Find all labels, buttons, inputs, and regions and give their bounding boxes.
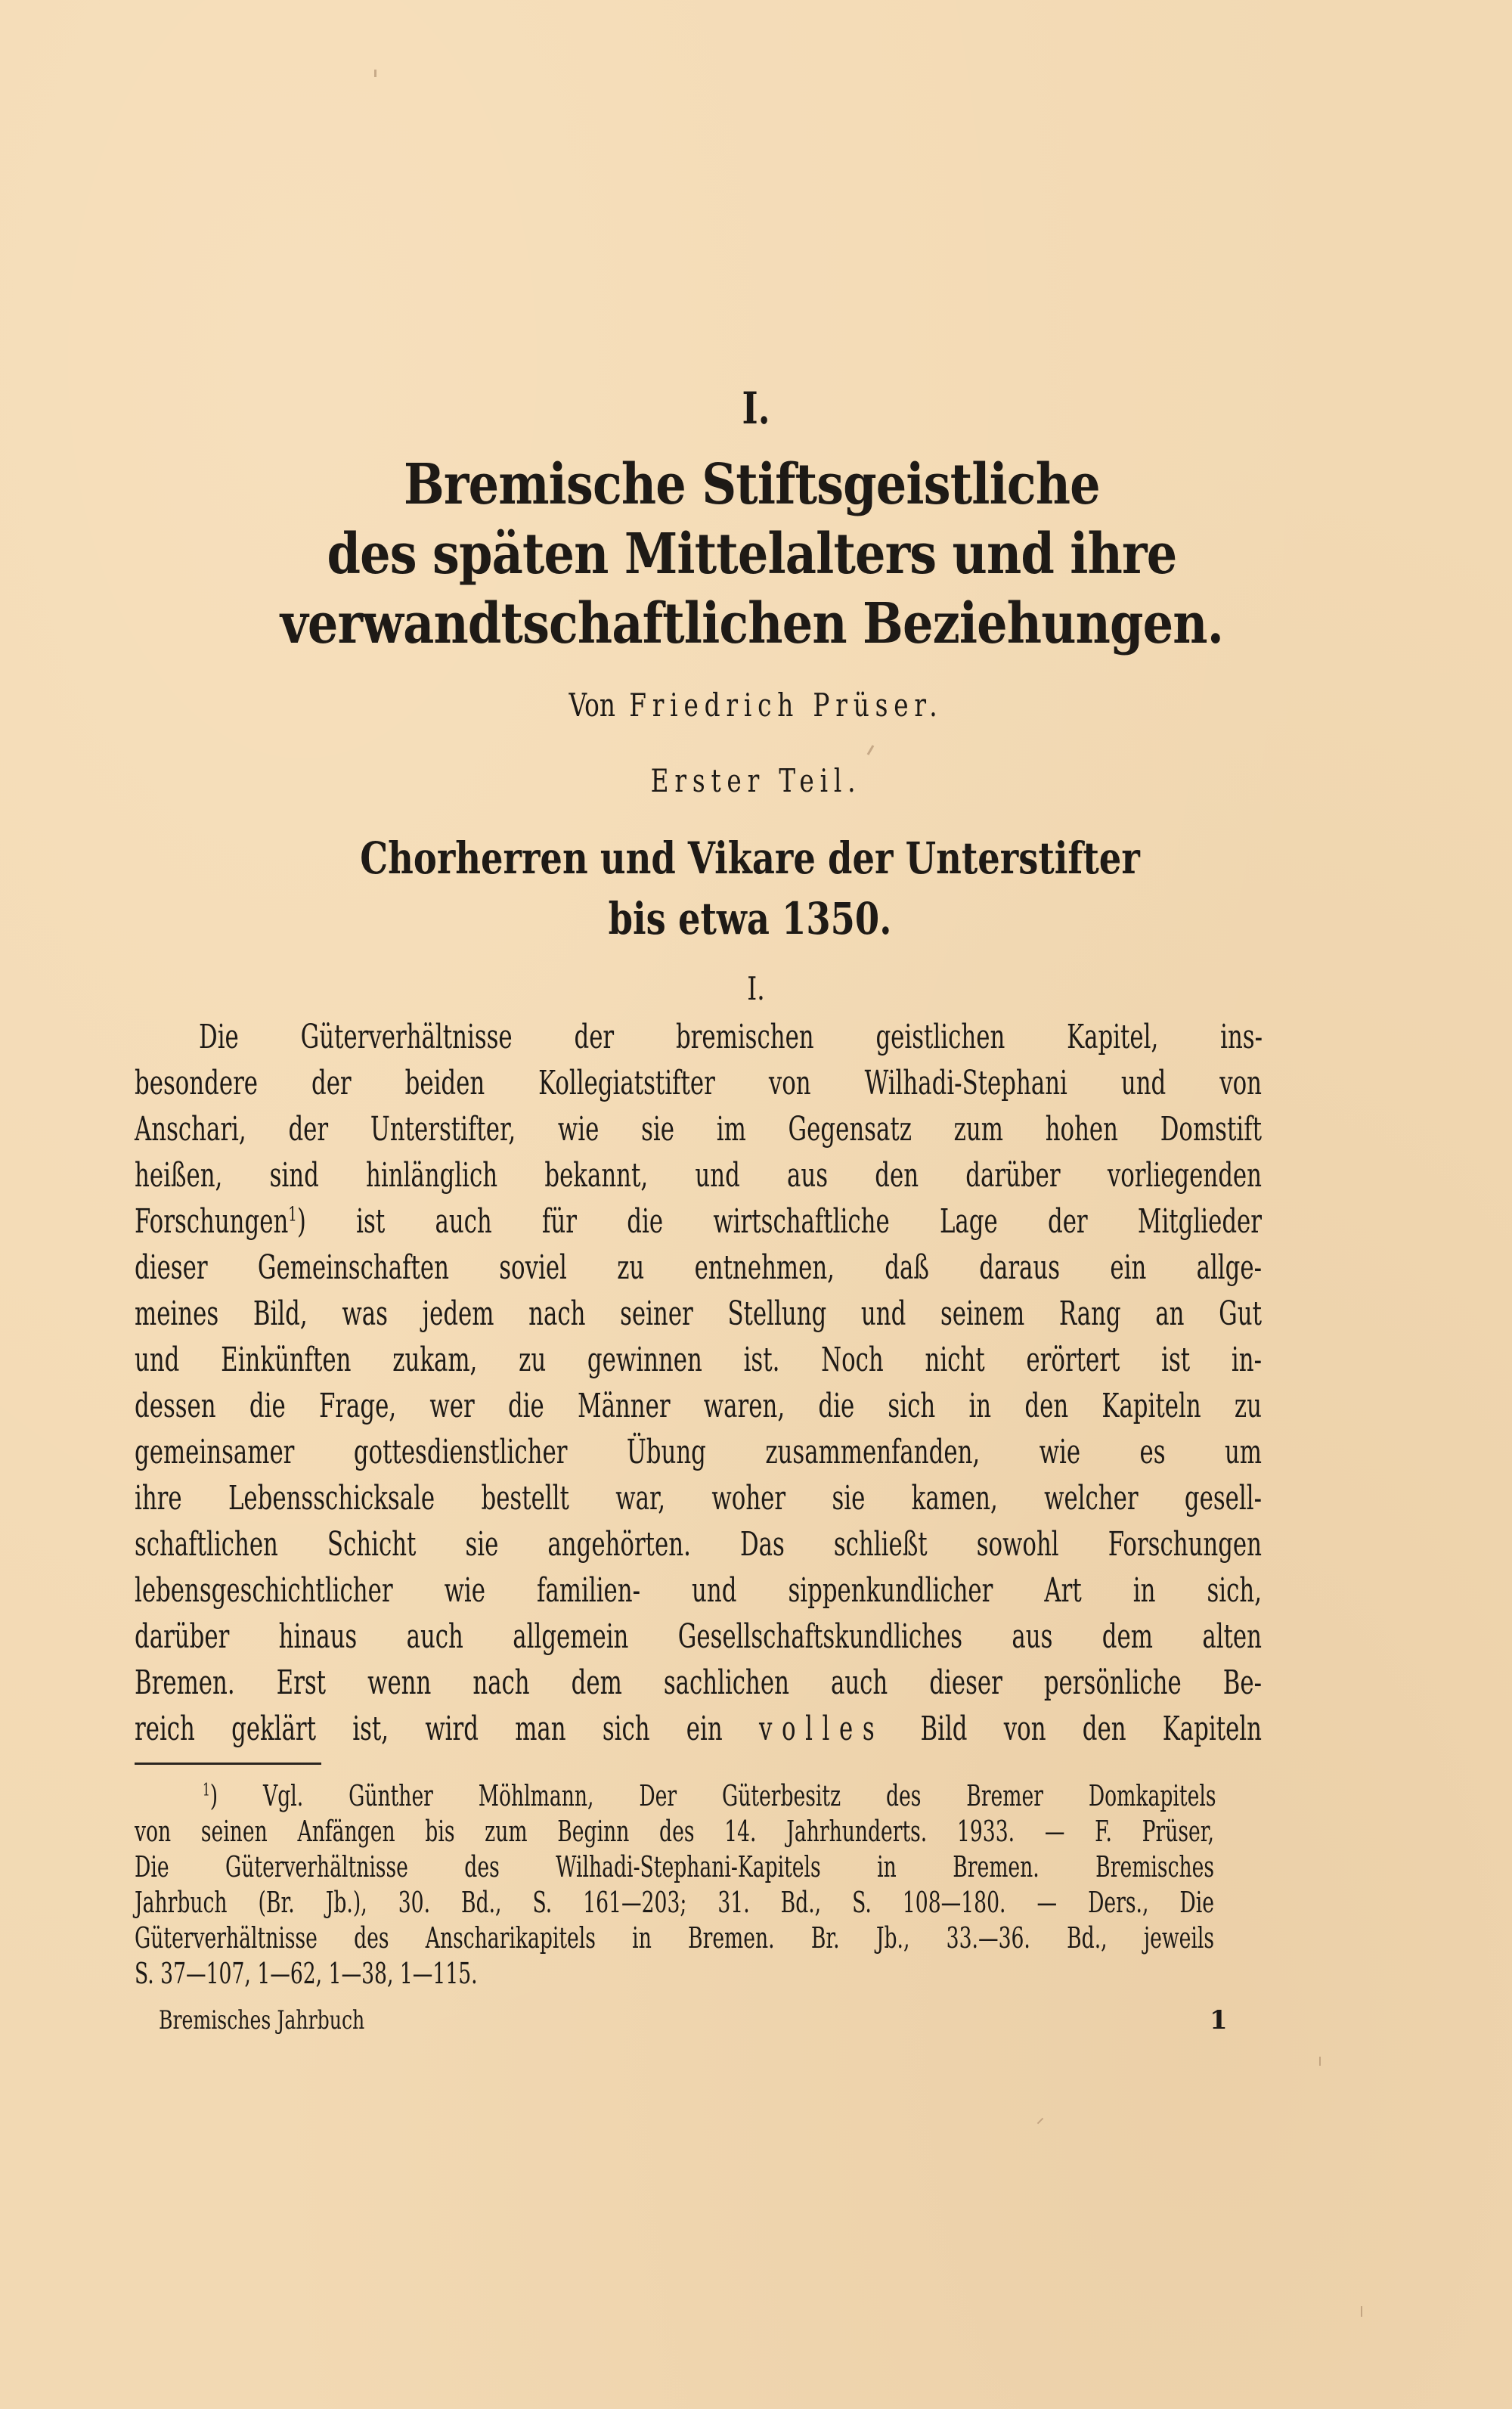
footnote-ref[interactable]: 1 — [288, 1203, 297, 1226]
body-line: heißen, sind hinlänglich bekannt, und aus den darüber vorliegenden — [135, 1156, 1262, 1195]
author-name: Friedrich Prüser. — [629, 687, 943, 724]
title-line: Bremische Stiftsgeistliche — [403, 452, 1100, 517]
paper-speck — [1361, 2306, 1362, 2317]
body-line: gemeinsamer gottesdienstlicher Übung zusammenfanden, wie es um — [135, 1433, 1262, 1471]
body-line: meines Bild, was jedem nach seiner Stellung und seinem Rang an Gut — [135, 1294, 1262, 1333]
subtitle-line: bis etwa 1350. — [608, 893, 892, 944]
section-number: I. — [747, 970, 765, 1007]
body-word: Bild von den Kapiteln — [920, 1710, 1262, 1748]
body-line — [135, 1707, 1262, 1752]
article-title — [101, 450, 1402, 659]
footnote-text: ) Vgl. Günther Möhlmann, Der Güterbesitz des Bremer Domkapitels — [209, 1779, 1216, 1812]
body-line — [135, 1199, 1262, 1245]
paper-speck — [867, 745, 875, 755]
footnote-line: von seinen Anfängen bis zum Beginn des 14. Jahrhunderts. 1933. — F. Prüser, — [135, 1815, 1214, 1848]
title-line: des späten Mittelalters und ihre — [327, 522, 1177, 587]
footnote-line — [203, 1778, 1216, 1813]
body-line: Bremen. Erst wenn nach dem sachlichen auch dieser persönliche Be- — [135, 1663, 1262, 1702]
page-number: 1 — [1210, 2005, 1228, 2035]
body-word: ) ist auch für die wirtschaftliche Lage der Mitglieder — [296, 1202, 1262, 1241]
section-subtitle — [145, 828, 1355, 949]
body-line: dessen die Frage, wer die Männer waren, die sich in den Kapiteln zu — [135, 1387, 1262, 1425]
body-line: und Einkünften zukam, zu gewinnen ist. Noch nicht erörtert ist in- — [135, 1341, 1262, 1379]
subtitle-line: Chorherren und Vikare der Unterstifter — [360, 832, 1140, 884]
footnote-line: Güterverhältnisse des Anscharikapitels in Bremen. Br. Jb., 33.—36. Bd., jeweils — [135, 1921, 1214, 1955]
body-line: besondere der beiden Kollegiatstifter von Wilhadi-Stephani und von — [135, 1064, 1262, 1102]
emphasized-word: volles — [758, 1710, 885, 1748]
body-line: darüber hinaus auch allgemein Gesellschaftskundliches aus dem alten — [135, 1617, 1262, 1656]
body-line: Anschari, der Unterstifter, wie sie im Gegensatz zum hohen Domstift — [135, 1110, 1262, 1149]
journal-name: Bremisches Jahrbuch — [159, 2005, 365, 2035]
footnote-line: Die Güterverhältnisse des Wilhadi-Stephani-Kapitels in Bremen. Bremisches — [135, 1850, 1214, 1883]
author-prefix: Von — [569, 687, 615, 724]
body-line: Die Güterverhältnisse der bremischen geistlichen Kapitel, ins- — [199, 1018, 1263, 1056]
paper-speck — [1319, 2057, 1321, 2066]
part-label: Erster Teil. — [650, 762, 862, 799]
body-line: ihre Lebensschicksale bestellt war, woher sie kamen, welcher gesell- — [135, 1479, 1262, 1518]
footnote-line: Jahrbuch (Br. Jb.), 30. Bd., S. 161—203; 31. Bd., S. 108—180. — Ders., Die — [135, 1886, 1214, 1919]
footnote-line: S. 37—107, 1—62, 1—38, 1—115. — [135, 1957, 478, 1990]
body-word: reich geklärt ist, wird man sich ein — [135, 1710, 723, 1748]
article-number: I. — [742, 383, 770, 434]
body-line: dieser Gemeinschaften soviel zu entnehmen, daß daraus ein allge- — [135, 1248, 1262, 1287]
body-line: lebensgeschichtlicher wie familien- und sippenkundlicher Art in sich, — [135, 1571, 1262, 1610]
body-word: Forschungen — [135, 1202, 289, 1241]
author-line — [166, 684, 1346, 727]
footnote-separator — [135, 1763, 321, 1765]
body-line: schaftlichen Schicht sie angehörten. Das schließt sowohl Forschungen — [135, 1525, 1262, 1564]
paper-speck — [374, 70, 376, 77]
title-line: verwandtschaftlichen Beziehungen. — [280, 591, 1224, 656]
paper-speck — [1037, 2118, 1043, 2124]
footnote-marker: 1 — [203, 1781, 210, 1800]
